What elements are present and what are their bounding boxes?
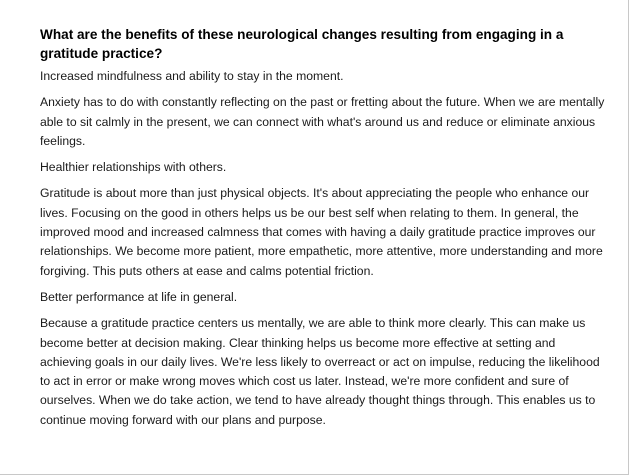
benefit-title-mindfulness: Increased mindfulness and ability to stay in the moment. (40, 69, 344, 83)
benefit-body-performance: Because a gratitude practice centers us mentally, we are able to think more clearly. This can make us become better at decision making. Clear thinking helps us become more effective at setting and achieving goals in our daily lives. We're less likely to overreact or act on impulse, reducing the likelihood to act in error or make wrong moves which cost us later. Instead, we're more confident and sure of ourselves. When we do take action, we tend to have already thought things through. This enables us to continue moving forward with our plans and purpose. (40, 316, 600, 427)
document-body (40, 25, 610, 437)
benefit-body-relationships: Gratitude is about more than just physical objects. It's about appreciating the people who enhance our lives. Focusing on the good in others helps us be our best self when relating to them. In general, the improved mood and increased calmness that comes with having a daily gratitude practice improves our relationships. We become more patient, more empathetic, more attentive, more understanding and more forgiving. This puts others at ease and calms potential friction. (40, 186, 603, 278)
benefit-title-performance: Better performance at life in general. (40, 289, 238, 304)
benefit-title-relationships: Healthier relationships with others. (40, 160, 227, 175)
section-heading: What are the benefits of these neurological changes resulting from engaging in a gratitude practice? (40, 27, 564, 61)
benefit-body-mindfulness: Anxiety has to do with constantly reflecting on the past or fretting about the future. When we are mentally able to sit calmly in the present, we can connect with what's around us and reduce or eliminate anxious feelings. (40, 95, 605, 148)
